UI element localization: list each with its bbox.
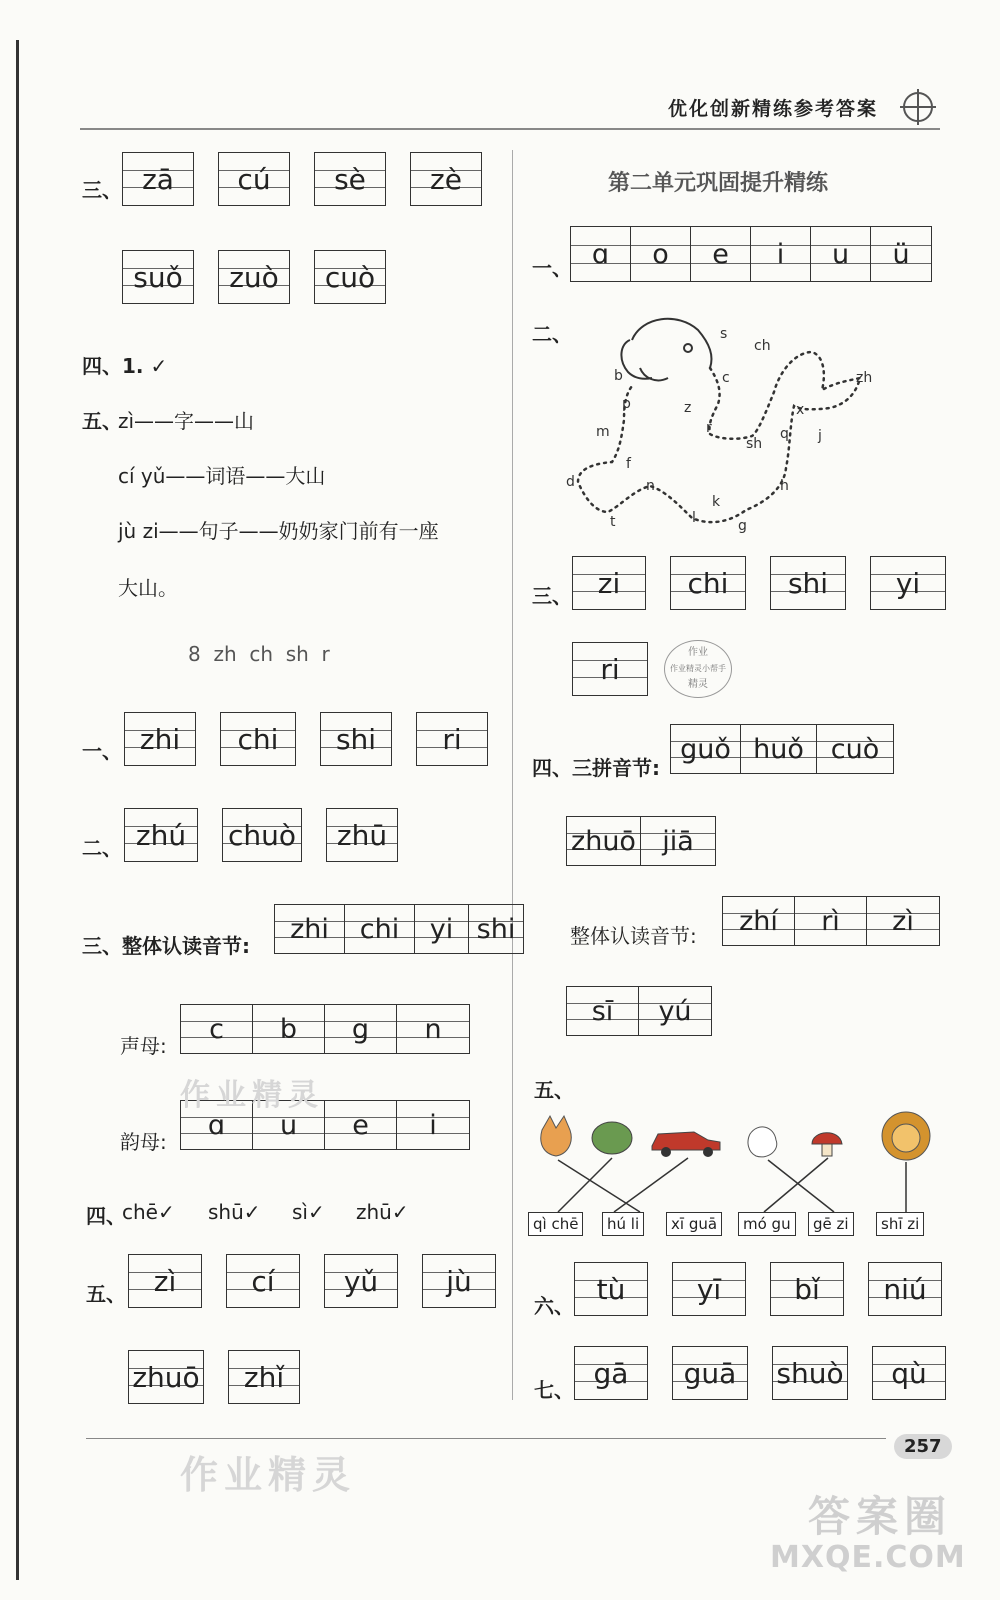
r-s4-label: 四、三拼音节: <box>532 756 660 780</box>
pinyin-cell: b <box>253 1005 325 1053</box>
r-s4-row2 <box>566 816 716 866</box>
header-title: 优化创新精练参考答案 <box>668 98 879 120</box>
pinyin-cell: yǔ <box>324 1254 398 1308</box>
pinyin-cell: u <box>253 1101 325 1149</box>
pinyin-cell: cú <box>218 152 290 206</box>
pinyin-cell: bǐ <box>770 1262 844 1316</box>
seal-dot-label: t <box>610 514 616 530</box>
pinyin-cell: chi <box>220 712 296 766</box>
pinyin-cell: o <box>631 227 691 281</box>
r-s1-boxes <box>570 226 932 282</box>
word-box: qì chē <box>528 1212 583 1236</box>
seal-dot-label: p <box>622 396 631 412</box>
pinyin-cell: zhū <box>326 808 398 862</box>
left-s3-label: 三、 <box>82 178 122 202</box>
page-edge-line <box>16 40 19 1580</box>
left-s3-row2 <box>122 250 400 304</box>
r-s7-label: 七、 <box>534 1378 574 1402</box>
pinyin-cell: zā <box>122 152 194 206</box>
pinyin-cell: niú <box>868 1262 942 1316</box>
watermark-brand: 答案圈 <box>808 1492 953 1541</box>
l8s4-item: sì✓ <box>292 1200 325 1224</box>
pinyin-cell: guǒ <box>671 725 741 773</box>
pinyin-cell: chi <box>345 905 415 953</box>
word-box: xī guā <box>666 1212 722 1236</box>
seal-dot-label: r <box>706 420 712 436</box>
pinyin-cell: sī <box>567 987 639 1035</box>
watermark-mid: 作业精灵 <box>180 1078 324 1113</box>
pinyin-cell: yi <box>870 556 946 610</box>
r-s3-row1 <box>572 556 960 610</box>
l8s1-label: 一、 <box>82 739 122 763</box>
pinyin-cell: chuò <box>222 808 302 862</box>
word-box: hú li <box>602 1212 644 1236</box>
seal-dot-label: k <box>712 494 721 510</box>
left-s4-text: 四、1. ✓ <box>82 354 168 378</box>
l8s5-row2 <box>128 1350 314 1404</box>
pinyin-cell: rì <box>795 897 867 945</box>
seal-dot-label: j <box>818 428 822 444</box>
homework-stamp <box>664 640 732 698</box>
seal-dot-label: ch <box>754 338 771 354</box>
yunmu-label: 韵母: <box>120 1130 167 1154</box>
mushroom-icon <box>812 1133 842 1156</box>
pinyin-cell: g <box>325 1005 397 1053</box>
watermelon-icon <box>592 1122 632 1154</box>
pinyin-cell: zhuō <box>128 1350 204 1404</box>
l8s3-zhengti-boxes <box>274 904 524 954</box>
pinyin-cell: zhi <box>124 712 196 766</box>
pinyin-cell: chi <box>670 556 746 610</box>
pinyin-cell: e <box>325 1101 397 1149</box>
seal-dot-label: sh <box>746 436 763 452</box>
r-s3-label: 三、 <box>532 584 572 608</box>
seal-dot-label: c <box>722 370 730 386</box>
pinyin-cell: zhǐ <box>228 1350 300 1404</box>
r-s6-row <box>574 1262 956 1316</box>
l8s2-label: 二、 <box>82 836 122 860</box>
pinyin-cell: ɑ <box>181 1101 253 1149</box>
left-s5-line4: 大山。 <box>118 576 178 600</box>
pinyin-cell: jiā <box>641 817 715 865</box>
seal-dot-to-dot-illustration <box>560 300 890 550</box>
pinyin-cell: jù <box>422 1254 496 1308</box>
l8s4-item: shū✓ <box>208 1200 261 1224</box>
r-s6-label: 六、 <box>534 1294 574 1318</box>
word-box: mó gu <box>738 1212 796 1236</box>
header-decoration-icon <box>895 84 941 130</box>
pinyin-cell: sè <box>314 152 386 206</box>
watermark-url: MXQE.COM <box>770 1540 966 1575</box>
dove-icon <box>748 1127 777 1157</box>
r-s2-label: 二、 <box>532 322 572 346</box>
fox-icon <box>541 1116 571 1156</box>
header-rule <box>80 128 940 130</box>
seal-dot-label: l <box>692 510 696 526</box>
pinyin-cell: n <box>397 1005 469 1053</box>
left-s5-line3: jù zi——句子——奶奶家门前有一座 <box>118 519 439 543</box>
pinyin-cell: suǒ <box>122 250 194 304</box>
seal-dot-label: s <box>720 326 728 342</box>
seal-dot-label: zh <box>856 370 873 386</box>
pinyin-cell: shi <box>469 905 523 953</box>
watermark-left: 作业精灵 <box>180 1453 357 1497</box>
pinyin-cell: cí <box>226 1254 300 1308</box>
pinyin-cell: zì <box>128 1254 202 1308</box>
pinyin-cell: shi <box>320 712 392 766</box>
seal-dot-label: q <box>780 426 789 442</box>
word-box: gē zi <box>808 1212 854 1236</box>
pinyin-cell: shuò <box>772 1346 848 1400</box>
seal-dot-label: z <box>684 400 692 416</box>
r-s7-row <box>574 1346 960 1400</box>
l8s1-row <box>124 712 502 766</box>
pinyin-cell: cuò <box>817 725 893 773</box>
pinyin-cell: zhí <box>723 897 795 945</box>
left-s5-label: 五、 <box>82 409 122 433</box>
pinyin-cell: zì <box>867 897 939 945</box>
pinyin-cell: ri <box>572 642 648 696</box>
pinyin-cell: yī <box>672 1262 746 1316</box>
l8s4-item: zhū✓ <box>356 1200 409 1224</box>
left-s3-row1 <box>122 152 496 206</box>
pinyin-cell: guā <box>672 1346 748 1400</box>
pinyin-cell: zè <box>410 152 482 206</box>
pinyin-cell: tù <box>574 1262 648 1316</box>
l8s5-row1 <box>128 1254 510 1308</box>
r-s4-zt-label: 整体认读音节: <box>570 924 697 948</box>
picture-matching-illustration <box>528 1108 948 1218</box>
l8s5-label: 五、 <box>86 1282 126 1306</box>
pinyin-cell: ɑ <box>571 227 631 281</box>
right-title: 第二单元巩固提升精练 <box>608 171 829 196</box>
seal-dot-label: g <box>738 518 747 534</box>
r-s5-label: 五、 <box>534 1078 574 1102</box>
l8s4-item: chē✓ <box>122 1200 175 1224</box>
r-s4-boxes <box>670 724 894 774</box>
pinyin-cell: c <box>181 1005 253 1053</box>
column-divider <box>512 150 513 1400</box>
pinyin-cell: zhi <box>275 905 345 953</box>
pinyin-cell: zuò <box>218 250 290 304</box>
r-s4-zt-row2 <box>566 986 712 1036</box>
pinyin-cell: i <box>397 1101 469 1149</box>
seal-dot-label: n <box>646 478 655 494</box>
pinyin-cell: ri <box>416 712 488 766</box>
page-number: 257 <box>894 1434 952 1459</box>
l8s3-label: 三、整体认读音节: <box>82 934 250 958</box>
shengmu-label: 声母: <box>120 1034 167 1058</box>
seal-dot-label: f <box>626 456 631 472</box>
stamp-mid-text: 作业精灵小帮手 <box>670 664 726 673</box>
left-s5-line2: cí yǔ——词语——大山 <box>118 464 326 488</box>
pinyin-cell: i <box>751 227 811 281</box>
stamp-top-text: 作业 <box>688 647 708 658</box>
seal-dot-label: b <box>614 368 623 384</box>
pinyin-cell: e <box>691 227 751 281</box>
r-s3-row2 <box>572 642 662 696</box>
seal-dot-label: d <box>566 474 575 490</box>
word-box: shī zi <box>876 1212 924 1236</box>
seal-dot-label: m <box>596 424 610 440</box>
seal-dot-label: h <box>780 478 789 494</box>
pinyin-cell: cuò <box>314 250 386 304</box>
footer-rule <box>86 1438 886 1439</box>
pinyin-cell: u <box>811 227 871 281</box>
l8s4-label: 四、 <box>86 1204 126 1228</box>
l8s2-row <box>124 808 412 862</box>
pinyin-cell: zhuō <box>567 817 641 865</box>
seal-dot-label: x <box>796 402 805 418</box>
pinyin-cell: qù <box>872 1346 946 1400</box>
left-s5-line1: zì——字——山 <box>118 409 255 433</box>
pinyin-cell: yú <box>639 987 711 1035</box>
lion-icon <box>882 1112 930 1160</box>
r-s1-label: 一、 <box>532 256 572 280</box>
shengmu-boxes <box>180 1004 470 1054</box>
pinyin-cell: huǒ <box>741 725 817 773</box>
r-s4-zt-boxes <box>722 896 940 946</box>
pinyin-cell: yi <box>415 905 469 953</box>
pinyin-cell: gā <box>574 1346 648 1400</box>
pinyin-cell: ü <box>871 227 931 281</box>
lesson8-title: 8 zh ch sh r <box>188 642 330 666</box>
pinyin-cell: zhú <box>124 808 198 862</box>
pinyin-cell: shi <box>770 556 846 610</box>
car-icon <box>652 1132 720 1157</box>
pinyin-cell: zi <box>572 556 646 610</box>
stamp-bot-text: 精灵 <box>688 679 708 690</box>
